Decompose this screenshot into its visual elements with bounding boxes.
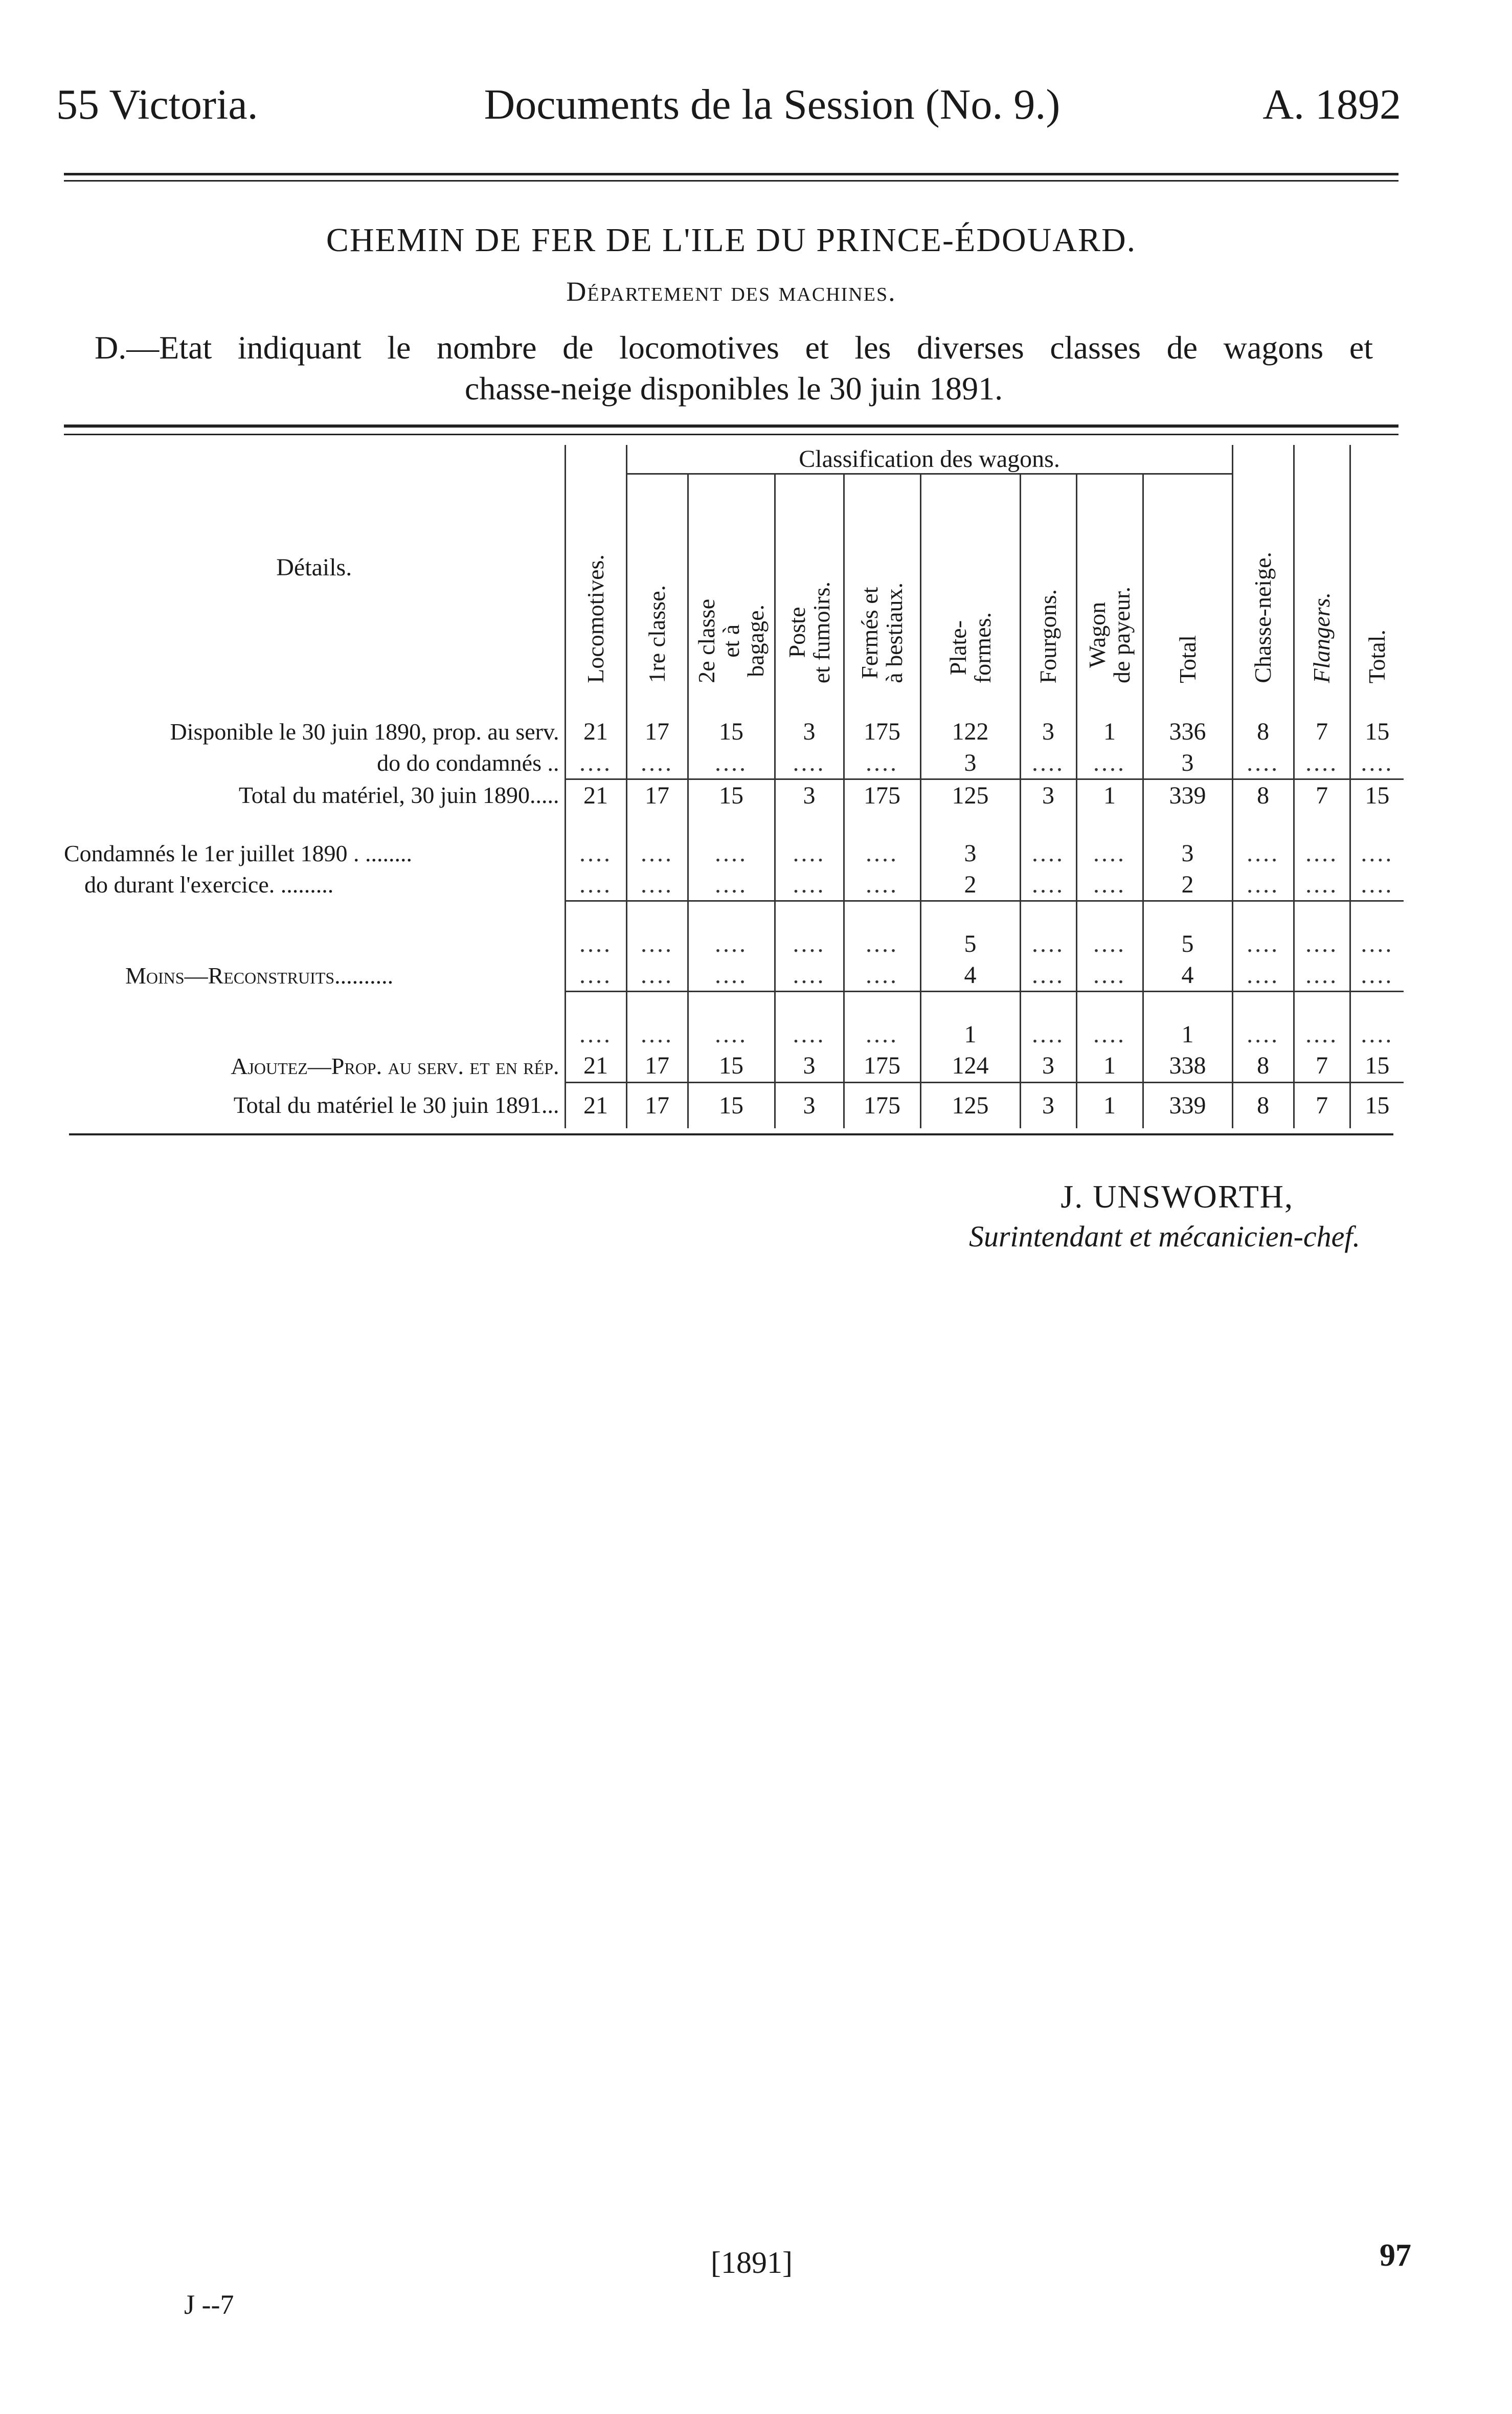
wagon-classification-header: Classification des wagons.	[626, 445, 1232, 474]
table-row	[64, 716, 1404, 747]
header-year: A. 1892	[1262, 81, 1401, 128]
cell-flangers: 7	[1294, 779, 1350, 812]
cell-second-class: 15	[688, 716, 775, 747]
cell-wagon-total: 4	[1143, 959, 1232, 992]
cell-wagon-total: 5	[1143, 928, 1232, 959]
cell-grand-total: 15	[1350, 1082, 1404, 1128]
statement-line-1: D.—Etat indiquant le nombre de locomotives et les diverses classes de wagons et	[95, 329, 1373, 366]
document-title: CHEMIN DE FER DE L'ILE DU PRINCE-ÉDOUARD.	[326, 221, 1137, 259]
cell-pay-car: ....	[1076, 928, 1143, 959]
cell-grand-total: ....	[1350, 928, 1404, 959]
spacer-row	[64, 689, 1404, 716]
table-row	[64, 747, 1404, 779]
statement-caption	[95, 327, 1373, 409]
cell-snowplows: ....	[1232, 928, 1294, 959]
row-label	[64, 928, 565, 959]
cell-flangers: ....	[1294, 1019, 1350, 1050]
table-rule-top	[64, 424, 1398, 428]
cell-first-class: ....	[626, 1019, 688, 1050]
cell-mail-smoking: ....	[775, 869, 844, 901]
cell-locomotives: ....	[565, 838, 626, 869]
cell-mail-smoking: ....	[775, 838, 844, 869]
signature-mark: J --7	[184, 2289, 234, 2320]
header-rule-top	[64, 173, 1398, 175]
spacer-row	[64, 901, 1404, 929]
cell-first-class: 17	[626, 1050, 688, 1082]
table-rule-bottom	[69, 1133, 1393, 1135]
cell-grand-total: ....	[1350, 1019, 1404, 1050]
statement-line-2: chasse-neige disponibles le 30 juin 1891.	[464, 370, 1003, 407]
cell-first-class: 17	[626, 716, 688, 747]
cell-flangers: ....	[1294, 959, 1350, 992]
cell-flangers: ....	[1294, 869, 1350, 901]
spacer-row	[64, 811, 1404, 838]
col-header-grand-total: Total.	[1350, 445, 1404, 689]
cell-locomotives: 21	[565, 716, 626, 747]
cell-second-class: 15	[688, 1082, 775, 1128]
cell-first-class: ....	[626, 747, 688, 779]
cell-flangers: ....	[1294, 747, 1350, 779]
cell-first-class: ....	[626, 838, 688, 869]
header-session: Documents de la Session (No. 9.)	[484, 81, 1060, 128]
cell-locomotives: ....	[565, 928, 626, 959]
cell-vans: ....	[1020, 838, 1076, 869]
cell-flat-cars: 5	[920, 928, 1020, 959]
cell-flat-cars: 122	[920, 716, 1020, 747]
cell-snowplows: 8	[1232, 1050, 1294, 1082]
col-header-snowplows: Chasse-neige.	[1232, 445, 1294, 689]
cell-second-class: ....	[688, 1019, 775, 1050]
cell-pay-car: 1	[1076, 779, 1143, 812]
table-header-row-1	[64, 445, 1404, 474]
table-row	[64, 1019, 1404, 1050]
cell-flangers: 7	[1294, 1050, 1350, 1082]
cell-wagon-total: 3	[1143, 838, 1232, 869]
cell-vans: ....	[1020, 869, 1076, 901]
cell-snowplows: 8	[1232, 716, 1294, 747]
cell-locomotives: 21	[565, 779, 626, 812]
cell-pay-car: 1	[1076, 716, 1143, 747]
cell-grand-total: ....	[1350, 838, 1404, 869]
footer-year: [1891]	[711, 2246, 793, 2279]
cell-mail-smoking: ....	[775, 1019, 844, 1050]
cell-second-class: ....	[688, 869, 775, 901]
cell-locomotives: 21	[565, 1050, 626, 1082]
cell-grand-total: ....	[1350, 747, 1404, 779]
cell-wagon-total: 1	[1143, 1019, 1232, 1050]
cell-box-cattle: ....	[844, 959, 920, 992]
cell-snowplows: ....	[1232, 838, 1294, 869]
table-row	[64, 779, 1404, 812]
col-header-pay-car: Wagon de payeur.	[1076, 474, 1143, 690]
cell-first-class: ....	[626, 869, 688, 901]
cell-wagon-total: 3	[1143, 747, 1232, 779]
cell-first-class: 17	[626, 1082, 688, 1128]
table-row	[64, 959, 1404, 992]
col-header-first-class: 1re classe.	[626, 474, 688, 690]
cell-flat-cars: 3	[920, 747, 1020, 779]
cell-pay-car: ....	[1076, 838, 1143, 869]
cell-vans: ....	[1020, 747, 1076, 779]
cell-wagon-total: 338	[1143, 1050, 1232, 1082]
cell-vans: ....	[1020, 959, 1076, 992]
cell-mail-smoking: 3	[775, 1050, 844, 1082]
cell-box-cattle: ....	[844, 747, 920, 779]
row-label: Ajoutez—Prop. au serv. et en rép.	[231, 1053, 559, 1079]
cell-flangers: 7	[1294, 1082, 1350, 1128]
cell-box-cattle: 175	[844, 1050, 920, 1082]
cell-first-class: ....	[626, 959, 688, 992]
signature-block	[818, 1176, 1360, 1256]
cell-vans: 3	[1020, 1082, 1076, 1128]
row-label: Moins—Reconstruits..........	[125, 962, 394, 989]
cell-flat-cars: 125	[920, 779, 1020, 812]
cell-second-class: ....	[688, 838, 775, 869]
cell-grand-total: ....	[1350, 959, 1404, 992]
cell-grand-total: 15	[1350, 1050, 1404, 1082]
cell-second-class: 15	[688, 1050, 775, 1082]
row-label: Condamnés le 1er juillet 1890 . ........	[64, 840, 412, 866]
cell-mail-smoking: 3	[775, 779, 844, 812]
details-header: Détails.	[276, 553, 352, 581]
table-row	[64, 1082, 1404, 1128]
cell-second-class: ....	[688, 747, 775, 779]
cell-grand-total: 15	[1350, 716, 1404, 747]
cell-flangers: ....	[1294, 928, 1350, 959]
cell-snowplows: ....	[1232, 1019, 1294, 1050]
table-rule-second	[64, 434, 1398, 435]
cell-flat-cars: 124	[920, 1050, 1020, 1082]
cell-vans: 3	[1020, 779, 1076, 812]
cell-snowplows: 8	[1232, 1082, 1294, 1128]
page-header	[56, 77, 1401, 138]
cell-snowplows: 8	[1232, 779, 1294, 812]
row-label: do durant l'exercice. .........	[84, 871, 334, 898]
row-label: Total du matériel le 30 juin 1891...	[233, 1092, 559, 1118]
cell-snowplows: ....	[1232, 959, 1294, 992]
cell-flangers: ....	[1294, 838, 1350, 869]
cell-snowplows: ....	[1232, 747, 1294, 779]
cell-box-cattle: 175	[844, 1082, 920, 1128]
cell-flat-cars: 1	[920, 1019, 1020, 1050]
col-header-wagon-total: Total	[1143, 474, 1232, 690]
cell-locomotives: ....	[565, 747, 626, 779]
cell-pay-car: ....	[1076, 959, 1143, 992]
col-header-flat-cars: Plate- formes.	[920, 474, 1020, 690]
cell-flat-cars: 4	[920, 959, 1020, 992]
cell-pay-car: 1	[1076, 1082, 1143, 1128]
cell-grand-total: ....	[1350, 869, 1404, 901]
col-header-mail-smoking: Poste et fumoirs.	[775, 474, 844, 690]
cell-grand-total: 15	[1350, 779, 1404, 812]
cell-first-class: 17	[626, 779, 688, 812]
row-label	[64, 1019, 565, 1050]
cell-locomotives: ....	[565, 959, 626, 992]
table-row	[64, 869, 1404, 901]
page-number: 97	[1380, 2238, 1411, 2273]
col-header-second-class: 2e classe et à bagage.	[688, 474, 775, 690]
cell-first-class: ....	[626, 928, 688, 959]
cell-flangers: 7	[1294, 716, 1350, 747]
cell-vans: 3	[1020, 1050, 1076, 1082]
document-subtitle: Département des machines.	[566, 276, 896, 307]
signatory-title: Surintendant et mécanicien-chef.	[968, 1220, 1360, 1253]
cell-flat-cars: 3	[920, 838, 1020, 869]
header-volume: 55 Victoria.	[56, 81, 258, 128]
col-header-vans: Fourgons.	[1020, 474, 1076, 690]
cell-mail-smoking: ....	[775, 747, 844, 779]
cell-second-class: 15	[688, 779, 775, 812]
cell-mail-smoking: ....	[775, 928, 844, 959]
cell-pay-car: ....	[1076, 1019, 1143, 1050]
signatory-name: J. UNSWORTH,	[1060, 1178, 1294, 1215]
row-label: Disponible le 30 juin 1890, prop. au serv.	[170, 718, 559, 745]
cell-second-class: ....	[688, 959, 775, 992]
row-label: do do condamnés ..	[377, 750, 559, 776]
rolling-stock-table	[64, 445, 1404, 1128]
cell-flat-cars: 2	[920, 869, 1020, 901]
cell-pay-car: ....	[1076, 869, 1143, 901]
cell-locomotives: ....	[565, 869, 626, 901]
cell-pay-car: 1	[1076, 1050, 1143, 1082]
cell-wagon-total: 339	[1143, 1082, 1232, 1128]
cell-pay-car: ....	[1076, 747, 1143, 779]
cell-locomotives: ....	[565, 1019, 626, 1050]
table-row	[64, 838, 1404, 869]
cell-box-cattle: ....	[844, 838, 920, 869]
cell-mail-smoking: ....	[775, 959, 844, 992]
col-header-flangers: Flangers.	[1294, 445, 1350, 689]
cell-box-cattle: 175	[844, 716, 920, 747]
spacer-row	[64, 992, 1404, 1019]
cell-box-cattle: ....	[844, 869, 920, 901]
cell-vans: ....	[1020, 1019, 1076, 1050]
col-header-box-cattle: Fermés et à bestiaux.	[844, 474, 920, 690]
cell-flat-cars: 125	[920, 1082, 1020, 1128]
table-row	[64, 928, 1404, 959]
cell-vans: 3	[1020, 716, 1076, 747]
cell-mail-smoking: 3	[775, 716, 844, 747]
cell-vans: ....	[1020, 928, 1076, 959]
header-rule-bottom	[64, 180, 1398, 182]
table-row	[64, 1050, 1404, 1082]
cell-box-cattle: 175	[844, 779, 920, 812]
cell-mail-smoking: 3	[775, 1082, 844, 1128]
row-label: Total du matériel, 30 juin 1890.....	[238, 781, 559, 808]
cell-box-cattle: ....	[844, 928, 920, 959]
cell-locomotives: 21	[565, 1082, 626, 1128]
col-header-locomotives: Locomotives.	[565, 445, 626, 689]
cell-wagon-total: 2	[1143, 869, 1232, 901]
cell-snowplows: ....	[1232, 869, 1294, 901]
cell-box-cattle: ....	[844, 1019, 920, 1050]
cell-second-class: ....	[688, 928, 775, 959]
cell-wagon-total: 336	[1143, 716, 1232, 747]
cell-wagon-total: 339	[1143, 779, 1232, 812]
